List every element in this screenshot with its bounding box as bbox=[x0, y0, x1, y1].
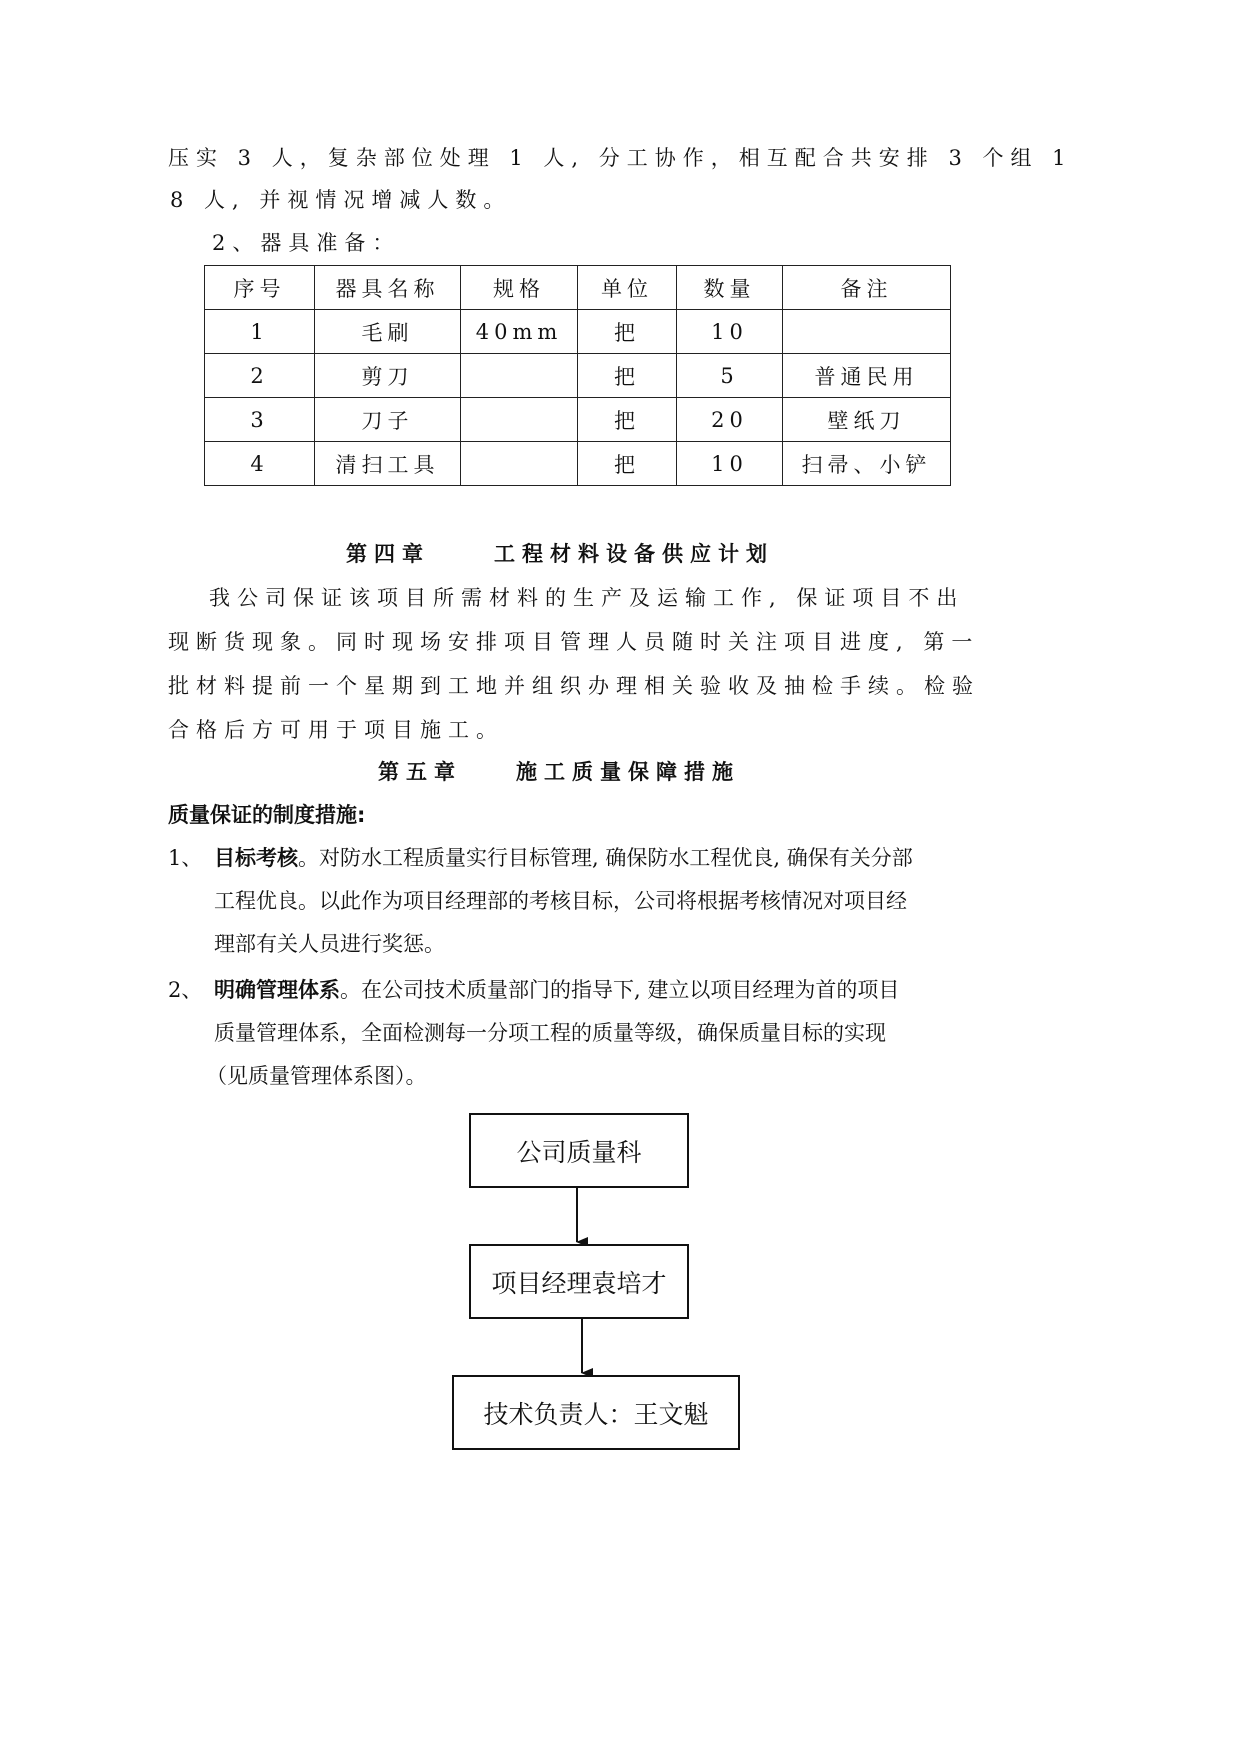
table-cell: 把 bbox=[578, 310, 677, 354]
intro-line-2: 8 人, 并视情况增减人数。 bbox=[170, 188, 512, 212]
item-2-text: 。在公司技术质量部门的指导下, 建立以项目经理为首的项目 bbox=[340, 978, 900, 1002]
table-cell: 清扫工具 bbox=[315, 442, 461, 486]
chapter5-subheading: 质量保证的制度措施: bbox=[168, 803, 366, 827]
item-2-line-3: （见质量管理体系图）。 bbox=[206, 1064, 427, 1088]
table-cell: 4 bbox=[205, 442, 315, 486]
org-box-project-manager: 项目经理袁培才 bbox=[469, 1244, 689, 1319]
chapter5-title: 施工质量保障措施 bbox=[516, 760, 740, 784]
item-2-number: 2、 bbox=[168, 978, 203, 1002]
table-cell: 毛刷 bbox=[315, 310, 461, 354]
table-cell: 刀子 bbox=[315, 398, 461, 442]
table-cell: 1 bbox=[205, 310, 315, 354]
chapter4-line-1: 我公司保证该项目所需材料的生产及运输工作, 保证项目不出 bbox=[209, 586, 965, 610]
chapter4-title: 工程材料设备供应计划 bbox=[494, 542, 774, 566]
table-header-cell: 序号 bbox=[205, 266, 315, 310]
chapter4-line-4: 合格后方可用于项目施工。 bbox=[168, 718, 504, 742]
item-2-line-2: 质量管理体系，全面检测每一分项工程的质量等级，确保质量目标的实现 bbox=[214, 1021, 886, 1045]
table-cell: 5 bbox=[677, 354, 783, 398]
table-header-cell: 规格 bbox=[461, 266, 578, 310]
item-1-text: 。对防水工程质量实行目标管理, 确保防水工程优良, 确保有关分部 bbox=[298, 846, 913, 870]
item-1-number: 1、 bbox=[168, 846, 203, 870]
equipment-heading: 2、器具准备： bbox=[212, 231, 401, 255]
table-cell: 壁纸刀 bbox=[783, 398, 951, 442]
table-header-cell: 单位 bbox=[578, 266, 677, 310]
intro-line-1: 压实 3 人，复杂部位处理 1 人, 分工协作，相互配合共安排 3 个组 1 bbox=[168, 146, 1073, 170]
table-cell: 2 bbox=[205, 354, 315, 398]
chapter4-number: 第四章 bbox=[346, 542, 430, 566]
item-1-line-3: 理部有关人员进行奖惩。 bbox=[214, 932, 445, 956]
table-cell: 3 bbox=[205, 398, 315, 442]
table-header-cell: 数量 bbox=[677, 266, 783, 310]
table-cell: 把 bbox=[578, 354, 677, 398]
table-cell: 10 bbox=[677, 310, 783, 354]
table-cell: 把 bbox=[578, 398, 677, 442]
table-header-cell: 器具名称 bbox=[315, 266, 461, 310]
table-cell: 普通民用 bbox=[783, 354, 951, 398]
item-1-line-2: 工程优良。以此作为项目经理部的考核目标，公司将根据考核情况对项目经 bbox=[214, 889, 907, 913]
table-cell: 把 bbox=[578, 442, 677, 486]
table-cell: 剪刀 bbox=[315, 354, 461, 398]
chapter5-number: 第五章 bbox=[378, 760, 462, 784]
org-box-quality-dept: 公司质量科 bbox=[469, 1113, 689, 1188]
table-cell: 40mm bbox=[461, 310, 578, 354]
table-cell: 扫帚、小铲 bbox=[783, 442, 951, 486]
org-box-technical-lead: 技术负责人：王文魁 bbox=[452, 1375, 740, 1450]
table-header-cell: 备注 bbox=[783, 266, 951, 310]
chapter4-line-2: 现断货现象。同时现场安排项目管理人员随时关注项目进度, 第一 bbox=[168, 630, 980, 654]
item-1-keyword: 目标考核 bbox=[214, 846, 298, 870]
chapter4-line-3: 批材料提前一个星期到工地并组织办理相关验收及抽检手续。检验 bbox=[168, 674, 980, 698]
item-2-keyword: 明确管理体系 bbox=[214, 978, 340, 1002]
table-cell: 20 bbox=[677, 398, 783, 442]
table-cell: 10 bbox=[677, 442, 783, 486]
